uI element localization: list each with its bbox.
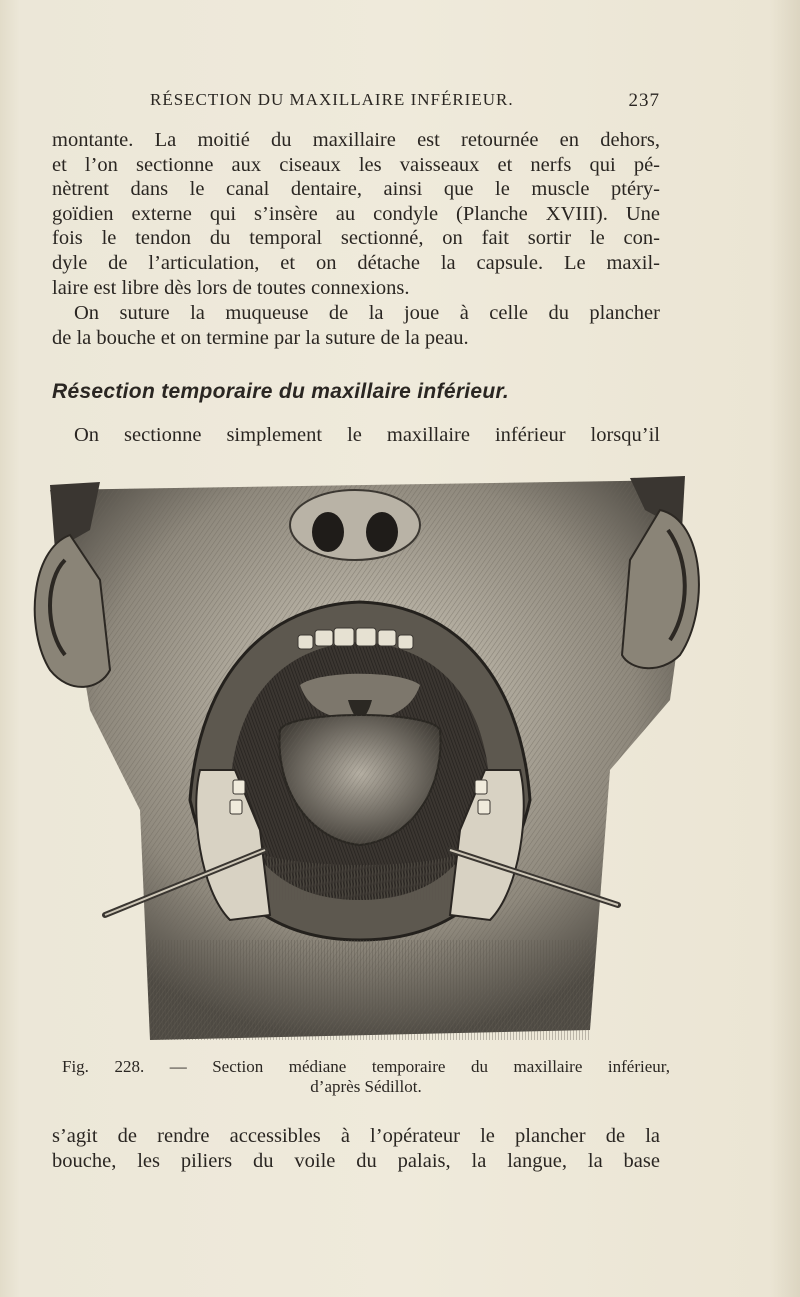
text-line: montante. La moitié du maxillaire est retournée en dehors, <box>52 129 660 151</box>
caption-line: d’après Sédillot. <box>310 1077 422 1096</box>
paragraph-suture <box>52 301 660 350</box>
running-title: RÉSECTION DU MAXILLAIRE INFÉRIEUR. <box>150 90 514 109</box>
figure-engraving <box>30 470 700 1045</box>
paragraph-intro <box>52 423 660 448</box>
text-line: On suture la muqueuse de la joue à celle du plancher <box>74 302 660 324</box>
figure-caption <box>62 1057 670 1097</box>
open-mouth-illustration <box>30 470 700 1045</box>
paragraph-continued <box>52 1124 660 1173</box>
page-number: 237 <box>628 90 660 111</box>
caption-line: Fig. 228. — Section médiane temporaire du maxillaire inférieur, <box>62 1057 670 1076</box>
text-line: dyle de l’articulation, et on détache la capsule. Le maxil- <box>52 251 660 274</box>
section-heading: Résection temporaire du maxillaire inférieur. <box>52 380 509 403</box>
text-line: nètrent dans le canal dentaire, ainsi que le muscle ptéry- <box>52 178 660 201</box>
text-line: et l’on sectionne aux ciseaux les vaisseaux et nerfs qui pé- <box>52 153 660 176</box>
text-line: s’agit de rendre accessibles à l’opérateur le plancher de la <box>52 1125 660 1147</box>
text-line: laire est libre dès lors de toutes connexions. <box>52 276 410 299</box>
text-line: bouche, les piliers du voile du palais, la langue, la base <box>52 1149 660 1172</box>
paragraph-continuation <box>52 128 660 300</box>
text-line: goïdien externe qui s’insère au condyle (Planche XVIII). Une <box>52 202 660 225</box>
text-line: de la bouche et on termine par la suture de la peau. <box>52 326 469 349</box>
text-line: On sectionne simplement le maxillaire inférieur lorsqu’il <box>74 424 660 446</box>
text-line: fois le tendon du temporal sectionné, on fait sortir le con- <box>52 227 660 250</box>
